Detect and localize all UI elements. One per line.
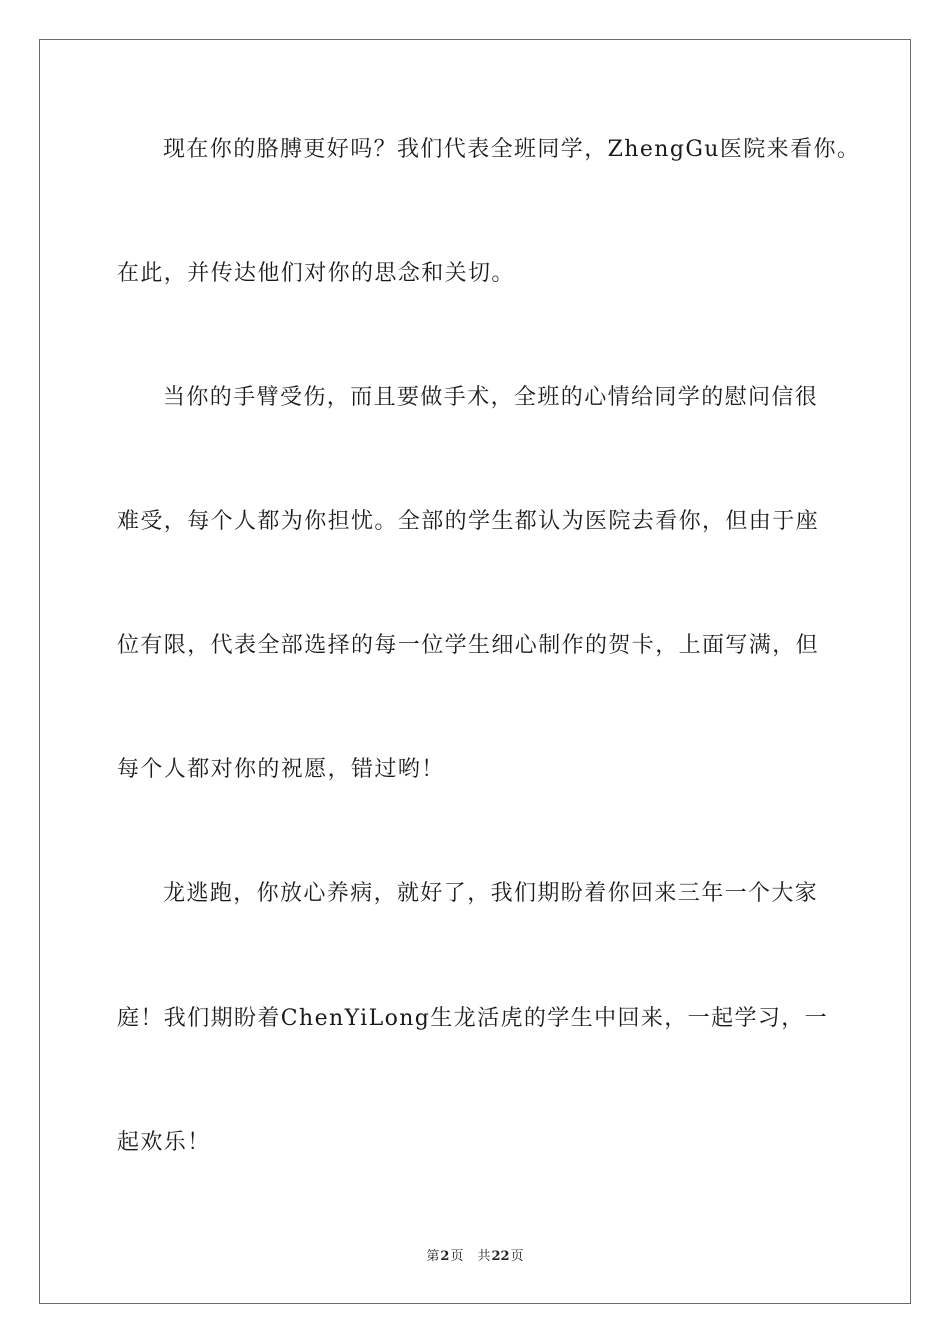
page-border: [39, 39, 911, 1304]
paragraph-2-line-3: 位有限，代表全部选择的每一位学生细心制作的贺卡，上面写满，但: [117, 633, 820, 658]
paragraph-3-line-2: 庭！我们期盼着ChenYiLong生龙活虎的学生中回来，一起学习，一: [117, 1006, 829, 1031]
paragraph-3-line-1: 龙逃跑，你放心养病，就好了，我们期盼着你回来三年一个大家: [163, 881, 819, 906]
paragraph-3-line-3: 起欢乐！: [117, 1130, 211, 1155]
page-prefix: 第: [426, 1249, 440, 1264]
paragraph-2-line-1: 当你的手臂受伤，而且要做手术，全班的心情给同学的慰问信很: [163, 385, 819, 410]
total-page-count: 22: [491, 1249, 510, 1264]
paragraph-1-line-1: 现在你的胳膊更好吗？我们代表全班同学，ZhengGu医院来看你。: [163, 137, 861, 162]
total-prefix: 共: [477, 1249, 491, 1264]
page-footer: [0, 1248, 950, 1266]
paragraph-1-line-2: 在此，并传达他们对你的思念和关切。: [117, 261, 515, 286]
page-suffix: 页: [450, 1249, 464, 1264]
paragraph-2-line-4: 每个人都对你的祝愿，错过哟！: [117, 757, 445, 782]
total-suffix: 页: [510, 1249, 524, 1264]
paragraph-2-line-2: 难受，每个人都为你担忧。全部的学生都认为医院去看你，但由于座: [117, 509, 820, 534]
current-page-number: 2: [440, 1249, 450, 1264]
